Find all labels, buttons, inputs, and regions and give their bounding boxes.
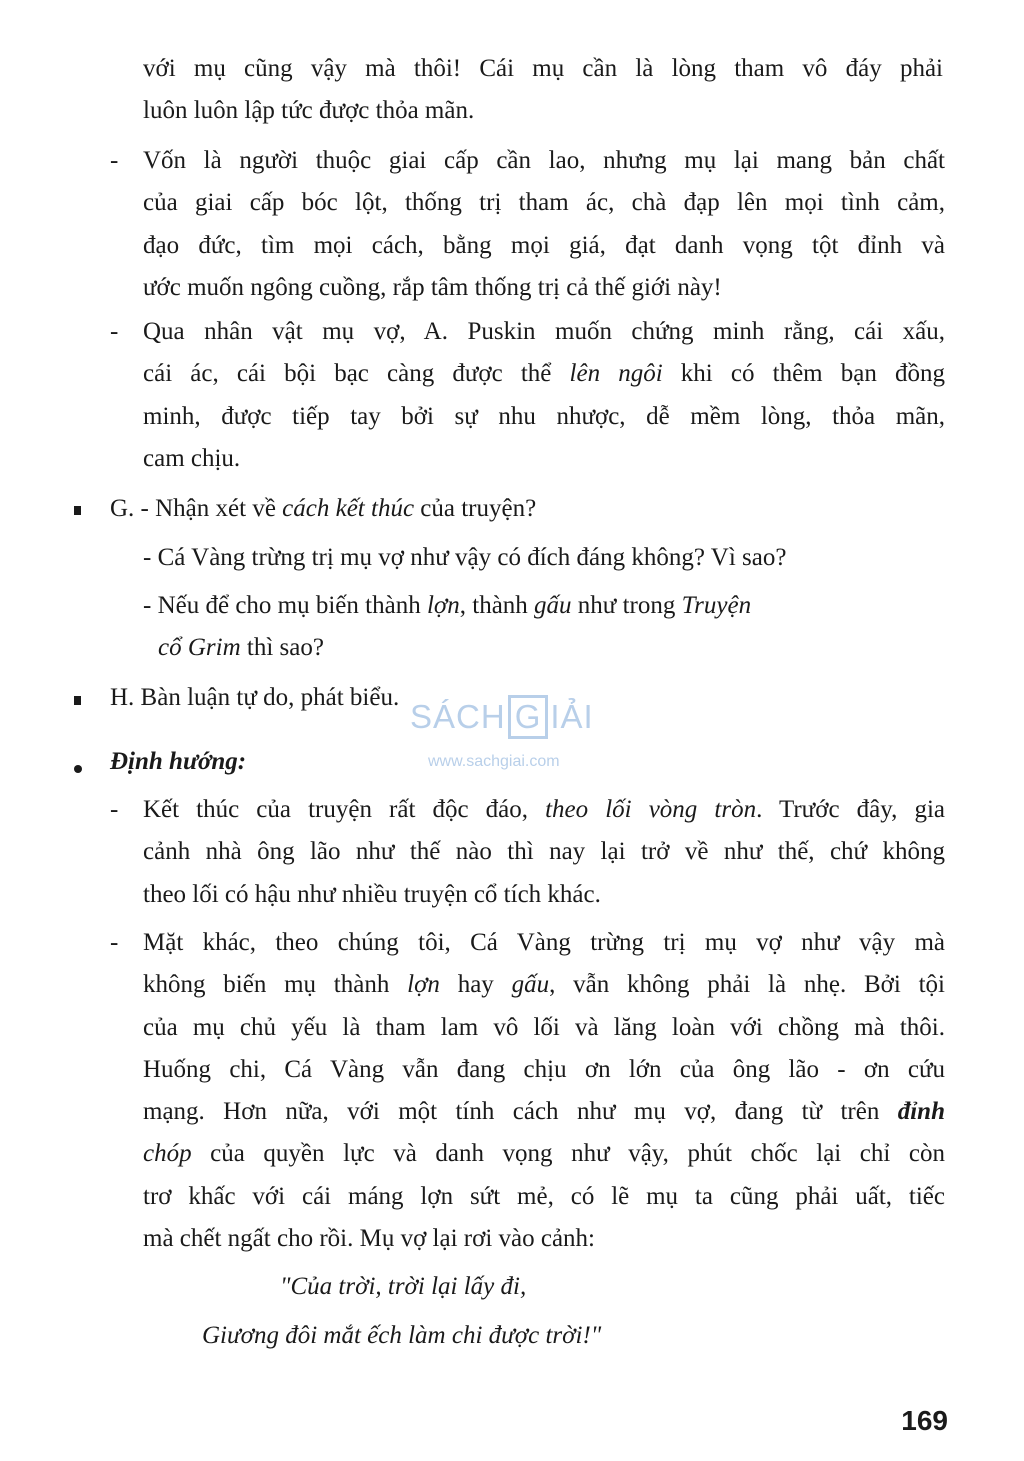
question-g: [110, 488, 536, 530]
text-segment: G. - Nhận xét về: [110, 495, 283, 522]
paragraph-punishment: [143, 922, 945, 1260]
dash-marker: -: [110, 318, 119, 345]
emphasis: gấu: [511, 971, 550, 999]
question-h: H. Bàn luận tự do, phát biểu.: [110, 684, 400, 711]
text-line: cảnh nhà ông lão như thế nào thì nay lại trở về như thế, chứ không: [143, 838, 945, 866]
text-line: Vốn là người thuộc giai cấp cần lao, nhưng mụ lại mang bản chất: [143, 147, 945, 174]
text-line: Huống chi, Cá Vàng vẫn đang chịu ơn lớn của ông lão - ơn cứu: [143, 1055, 945, 1083]
paragraph-continuation: [143, 48, 943, 133]
text-line: trơ khấc với cái máng lợn sứt mẻ, có lẽ mụ ta cũng phải uất, tiếc: [143, 1182, 945, 1210]
dash-marker: -: [110, 796, 119, 823]
text-segment: - Nếu để cho mụ biến thành: [143, 592, 427, 619]
section-heading: Định hướng:: [110, 748, 247, 775]
watermark-brand-part: IẢI: [550, 698, 594, 735]
emphasis: gấu: [534, 592, 572, 619]
emphasis: theo lối vòng tròn: [545, 796, 757, 823]
emphasis: đỉnh: [897, 1098, 945, 1126]
sub-question-2: [143, 585, 751, 627]
emphasis: Truyện: [681, 592, 752, 619]
text-line: [143, 1091, 945, 1133]
text-line: của mụ chủ yếu là tham lam vô lối và lăng loàn với chồng mà thôi.: [143, 1013, 945, 1041]
sub-question-1: - Cá Vàng trừng trị mụ vợ như vậy có đích đáng không? Vì sao?: [143, 544, 787, 571]
text-segment: cái ác, cái bội bạc càng được thể: [143, 360, 570, 388]
text-line: [143, 353, 945, 395]
text-segment: không biến mụ thành: [143, 971, 408, 999]
watermark-brand-part: SÁCH: [410, 698, 506, 735]
text-line: với mụ cũng vậy mà thôi! Cái mụ cần là lòng tham vô đáy phải: [143, 55, 943, 82]
emphasis: lợn: [426, 592, 460, 619]
text-segment: Kết thúc của truyện rất độc đáo,: [143, 796, 546, 823]
sub-question-2-cont: [158, 627, 324, 669]
paragraph-class-nature: [143, 140, 945, 309]
text-line: ước muốn ngông cuồng, rắp tâm thống trị cả thế giới này!: [143, 273, 722, 301]
watermark: [410, 683, 620, 773]
text-segment: hay: [439, 971, 512, 999]
text-line: theo lối có hậu như nhiều truyện cổ tích khác.: [143, 880, 601, 908]
text-line: luôn luôn lập tức được thỏa mãn.: [143, 97, 475, 125]
text-segment: của truyện?: [414, 495, 537, 522]
emphasis: cách kết thúc: [282, 495, 415, 522]
text-segment: khi có thêm bạn đồng: [662, 360, 945, 388]
text-segment: của quyền lực và danh vọng như vậy, phút chốc lại chỉ còn: [191, 1140, 945, 1168]
emphasis: lên ngôi: [569, 360, 663, 388]
watermark-logo-g: G: [508, 695, 549, 739]
emphasis: chóp: [143, 1140, 192, 1168]
emphasis: lợn: [407, 971, 440, 999]
text-line: [143, 1133, 945, 1175]
square-bullet: [74, 506, 81, 515]
poem-line-1: "Của trời, trời lại lấy đi,: [280, 1273, 527, 1300]
text-line: minh, được tiếp tay bởi sự nhu nhược, dễ mềm lòng, thỏa mãn,: [143, 402, 945, 430]
paragraph-ending: [143, 789, 945, 916]
text-line: [143, 789, 945, 831]
text-segment: . Trước đây, gia: [756, 796, 945, 823]
watermark-brand: [410, 695, 594, 739]
round-bullet: [74, 765, 82, 773]
dash-marker: -: [110, 929, 119, 956]
poem-line-2: Giương đôi mắt ếch làm chi được trời!": [202, 1322, 602, 1349]
text-segment: , thành: [459, 592, 535, 619]
watermark-url: www.sachgiai.com: [428, 753, 560, 770]
page-number: 169: [901, 1405, 948, 1436]
emphasis: cổ Grim: [158, 634, 241, 661]
text-segment: , vẫn không phải là nhẹ. Bởi tội: [549, 971, 945, 999]
dash-marker: -: [110, 147, 119, 174]
text-segment: như trong: [571, 592, 682, 619]
text-line: của giai cấp bóc lột, thống trị tham ác, chà đạp lên mọi tình cảm,: [143, 189, 945, 217]
text-line: mà chết ngất cho rồi. Mụ vợ lại rơi vào cảnh:: [143, 1225, 596, 1253]
text-line: cam chịu.: [143, 444, 241, 472]
paragraph-puskin: [143, 311, 945, 480]
text-segment: thì sao?: [240, 634, 324, 661]
text-line: đạo đức, tìm mọi cách, bằng mọi giá, đạt danh vọng tột đỉnh và: [143, 231, 945, 259]
text-line: Mặt khác, theo chúng tôi, Cá Vàng trừng trị mụ vợ như vậy mà: [143, 929, 945, 956]
text-line: [143, 964, 945, 1006]
square-bullet: [74, 696, 81, 705]
text-segment: mạng. Hơn nữa, với một tính cách như mụ vợ, đang từ trên: [143, 1098, 898, 1126]
text-line: Qua nhân vật mụ vợ, A. Puskin muốn chứng minh rằng, cái xấu,: [143, 318, 945, 345]
